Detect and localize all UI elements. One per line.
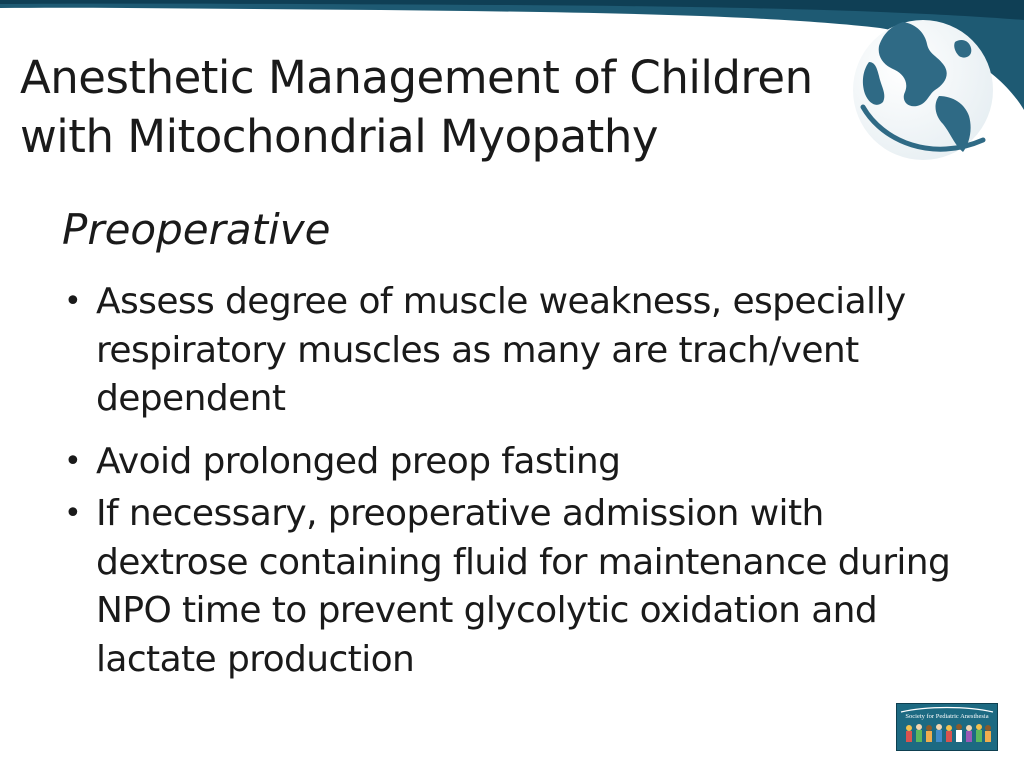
bullet-item <box>62 490 1012 684</box>
slide-title <box>20 48 813 166</box>
bullet-line: dextrose containing fluid for maintenance during <box>96 541 951 583</box>
bullet-text <box>96 438 1012 487</box>
bullet-line: NPO time to prevent glycolytic oxidation and <box>96 590 878 631</box>
title-line: Anesthetic Management of Children <box>20 51 813 104</box>
bullet-dot-icon: • <box>64 284 82 319</box>
bullet-item <box>62 438 1012 487</box>
section-heading: Preoperative <box>62 205 331 254</box>
bullet-line: respiratory muscles as many are trach/vent <box>96 329 859 371</box>
logo-text: Society for Pediatric Anesthesia <box>905 713 989 720</box>
bullet-line: dependent <box>96 378 286 419</box>
bullet-list <box>62 278 1012 684</box>
bullet-dot-icon: • <box>64 443 82 479</box>
children-figures-icon <box>906 724 991 742</box>
bullet-text <box>96 490 1012 684</box>
title-line: with Mitochondrial Myopathy <box>20 110 658 163</box>
society-logo-mark <box>897 704 997 750</box>
bullet-line: Assess degree of muscle weakness, especially <box>96 281 906 322</box>
bullet-dot-icon: • <box>64 496 82 531</box>
bullet-text <box>96 278 1012 424</box>
bullet-line: Avoid prolonged preop fasting <box>96 440 621 482</box>
globe-icon <box>843 12 1003 162</box>
society-logo <box>896 703 998 751</box>
bullet-item <box>62 278 1012 424</box>
bullet-line: If necessary, preoperative admission with <box>96 493 824 534</box>
bullet-line: lactate production <box>96 638 415 680</box>
